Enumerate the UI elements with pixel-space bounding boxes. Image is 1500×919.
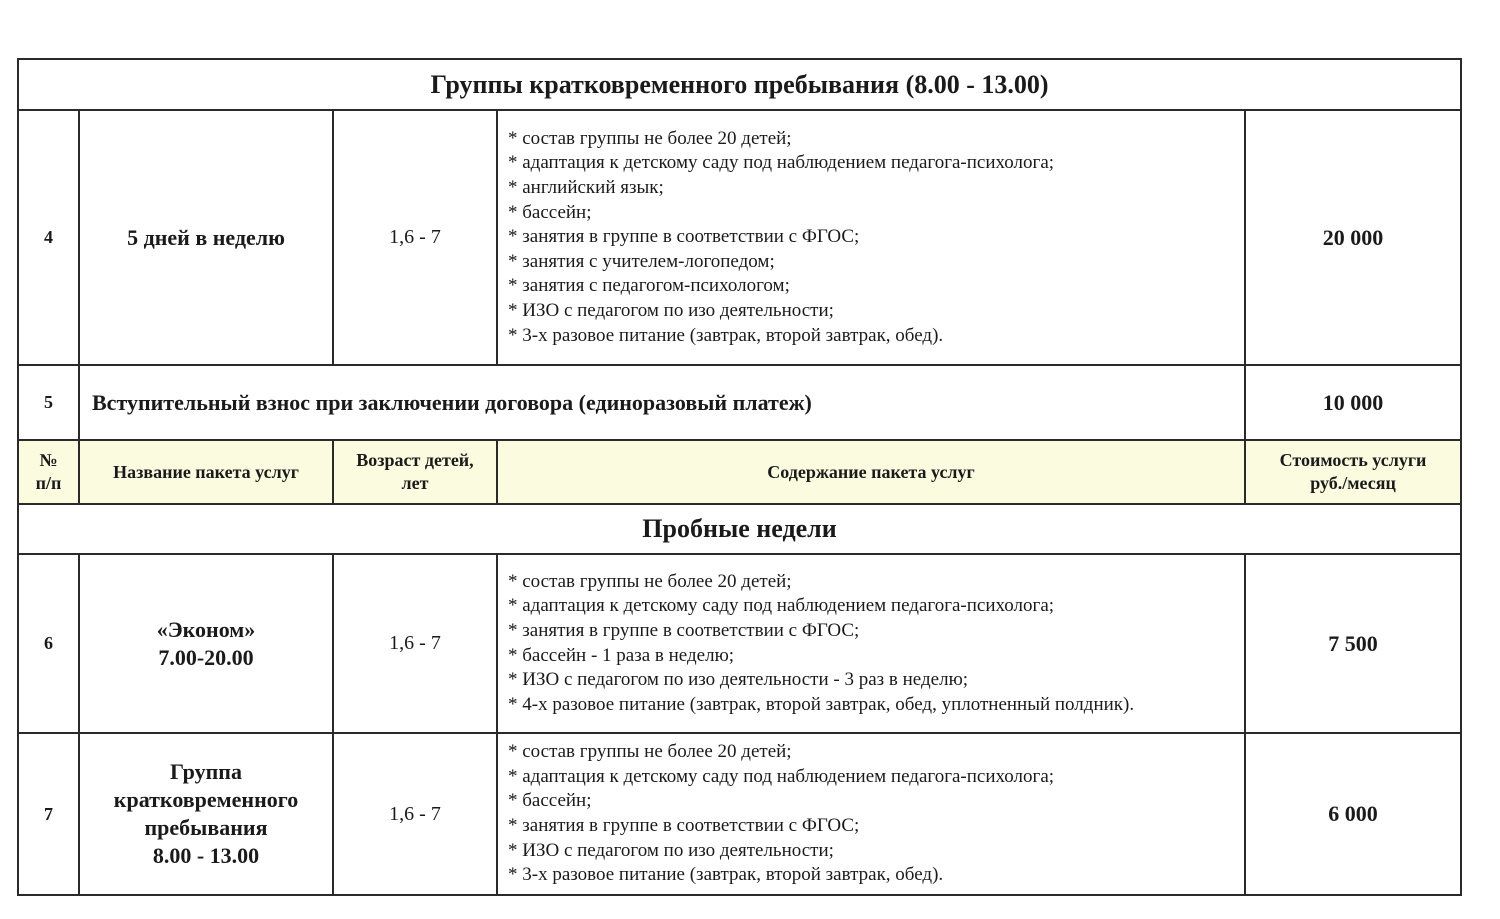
list-item: * занятия в группе в соответствии с ФГОС; — [508, 814, 1244, 839]
header-age-line1: Возраст детей, — [356, 450, 474, 470]
content-list — [508, 570, 1244, 718]
list-item: * бассейн; — [508, 789, 1244, 814]
header-age-line2: лет — [401, 473, 429, 493]
list-item: * бассейн; — [508, 201, 1244, 226]
package-name — [79, 733, 333, 895]
list-item: * занятия в группе в соответствии с ФГОС; — [508, 225, 1244, 250]
list-item: * английский язык; — [508, 176, 1244, 201]
list-item: * состав группы не более 20 детей; — [508, 570, 1244, 595]
header-package-name: Название пакета услуг — [79, 440, 333, 504]
section-title-short-stay: Группы кратковременного пребывания (8.00 - 13.00) — [18, 59, 1461, 110]
entry-fee-text: Вступительный взнос при заключении договора (единоразовый платеж) — [79, 365, 1245, 440]
price-table — [17, 58, 1462, 896]
row-number: 5 — [18, 365, 79, 440]
list-item: * 4-х разовое питание (завтрак, второй завтрак, обед, уплотненный полдник). — [508, 693, 1244, 718]
header-number — [18, 440, 79, 504]
header-price-line2: руб./месяц — [1310, 473, 1396, 493]
age-range: 1,6 - 7 — [333, 733, 497, 895]
package-name-line: 8.00 - 13.00 — [152, 843, 260, 868]
table-header-row — [18, 440, 1461, 504]
list-item: * состав группы не более 20 детей; — [508, 127, 1244, 152]
header-price-line1: Стоимость услуги — [1279, 450, 1427, 470]
table-row-6 — [18, 554, 1461, 733]
list-item: * ИЗО с педагогом по изо деятельности - 3 раз в неделю; — [508, 668, 1244, 693]
price-value: 6 000 — [1245, 733, 1461, 895]
list-item: * ИЗО с педагогом по изо деятельности; — [508, 839, 1244, 864]
row-number: 6 — [18, 554, 79, 733]
package-name-line: кратковременного — [113, 787, 299, 812]
list-item: * 3-х разовое питание (завтрак, второй завтрак, обед). — [508, 863, 1244, 888]
table-row-7 — [18, 733, 1461, 895]
price-value: 7 500 — [1245, 554, 1461, 733]
section-row-trial-weeks — [18, 504, 1461, 554]
price-value: 20 000 — [1245, 110, 1461, 365]
row-number: 7 — [18, 733, 79, 895]
content-list — [508, 740, 1244, 888]
list-item: * занятия с учителем-логопедом; — [508, 250, 1244, 275]
table-row-4 — [18, 110, 1461, 365]
package-name-line: пребывания — [144, 815, 268, 840]
package-name — [79, 554, 333, 733]
list-item: * адаптация к детскому саду под наблюдением педагога-психолога; — [508, 151, 1244, 176]
package-content — [497, 110, 1245, 365]
list-item: * занятия в группе в соответствии с ФГОС; — [508, 619, 1244, 644]
list-item: * адаптация к детскому саду под наблюдением педагога-психолога; — [508, 594, 1244, 619]
package-content — [497, 554, 1245, 733]
package-content — [497, 733, 1245, 895]
header-content: Содержание пакета услуг — [497, 440, 1245, 504]
list-item: * состав группы не более 20 детей; — [508, 740, 1244, 765]
price-value: 10 000 — [1245, 365, 1461, 440]
list-item: * ИЗО с педагогом по изо деятельности; — [508, 299, 1244, 324]
header-age — [333, 440, 497, 504]
section-row-short-stay — [18, 59, 1461, 110]
header-price — [1245, 440, 1461, 504]
age-range: 1,6 - 7 — [333, 554, 497, 733]
package-name-line: Группа — [170, 759, 242, 784]
package-name-line: 7.00-20.00 — [158, 644, 254, 670]
list-item: * адаптация к детскому саду под наблюдением педагога-психолога; — [508, 765, 1244, 790]
list-item: * занятия с педагогом-психологом; — [508, 274, 1244, 299]
content-list — [508, 127, 1244, 348]
list-item: * 3-х разовое питание (завтрак, второй завтрак, обед). — [508, 324, 1244, 349]
age-range: 1,6 - 7 — [333, 110, 497, 365]
row-number: 4 — [18, 110, 79, 365]
section-title-trial-weeks: Пробные недели — [18, 504, 1461, 554]
table-row-5 — [18, 365, 1461, 440]
list-item: * бассейн - 1 раза в неделю; — [508, 644, 1244, 669]
header-number-line1: № — [39, 450, 58, 470]
package-name: 5 дней в неделю — [79, 110, 333, 365]
header-number-line2: п/п — [35, 473, 62, 493]
package-name-line: «Эконом» — [156, 616, 256, 642]
